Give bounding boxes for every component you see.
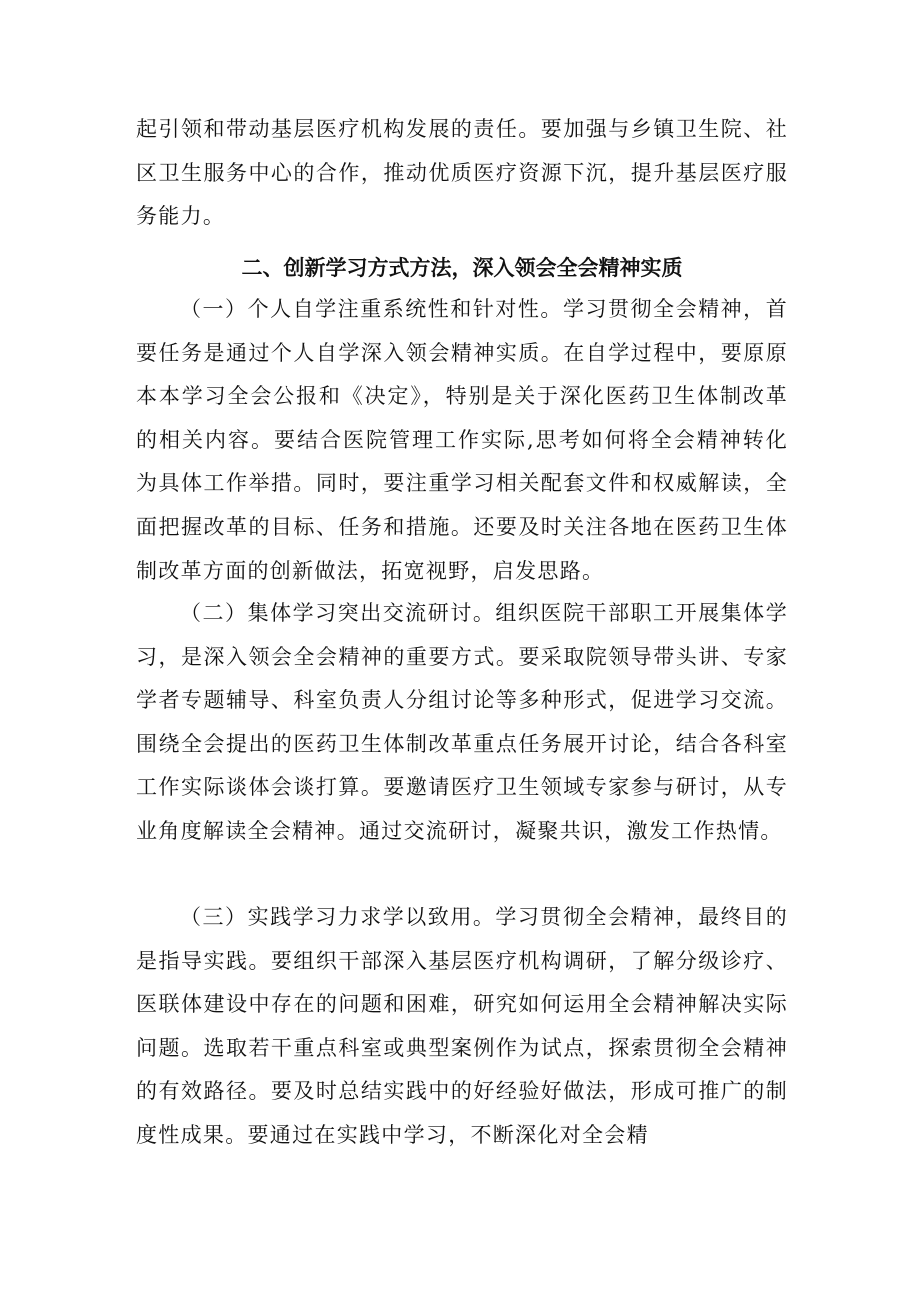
paragraph-group-study: （二）集体学习突出交流研讨。组织医院干部职工开展集体学习，是深入领会全会精神的重要方式。要采取院领导带头讲、专家学者专题辅导、科室负责人分组讨论等多种形式，促进学习交流。围绕全会提出的医药卫生体制改革重点任务展开讨论，结合各科室工作实际谈体会谈打算。要邀请医疗卫生领域专家参与研讨，从专业角度解读全会精神。通过交流研讨，凝聚共识，激发工作热情。 — [136, 601, 788, 843]
paragraph-practice-study: （三）实践学习力求学以致用。学习贯彻全会精神，最终目的是指导实践。要组织干部深入基层医疗机构调研，了解分级诊疗、医联体建设中存在的问题和困难，研究如何运用全会精神解决实际问题。选取若干重点科室或典型案例作为试点，探索贯彻全会精神的有效路径。要及时总结实践中的好经验好做法，形成可推广的制度性成果。要通过在实践中学习，不断深化对全会精 — [136, 905, 788, 1147]
paragraph-self-study: （一）个人自学注重系统性和针对性。学习贯彻全会精神，首要任务是通过个人自学深入领会精神实质。在自学过程中，要原原本本学习全会公报和《决定》，特别是关于深化医药卫生体制改革的相关内容。要结合医院管理工作实际,思考如何将全会精神转化为具体工作举措。同时，要注重学习相关配套文件和权威解读，全面把握改革的目标、任务和措施。还要及时关注各地在医药卫生体制改革方面的创新做法，拓宽视野，启发思路。 — [136, 297, 788, 583]
continuation-paragraph: 起引领和带动基层医疗机构发展的责任。要加强与乡镇卫生院、社区卫生服务中心的合作，推动优质医疗资源下沉，提升基层医疗服务能力。 — [136, 117, 788, 229]
section-heading: 二、创新学习方式方法，深入领会全会精神实质 — [241, 256, 683, 280]
